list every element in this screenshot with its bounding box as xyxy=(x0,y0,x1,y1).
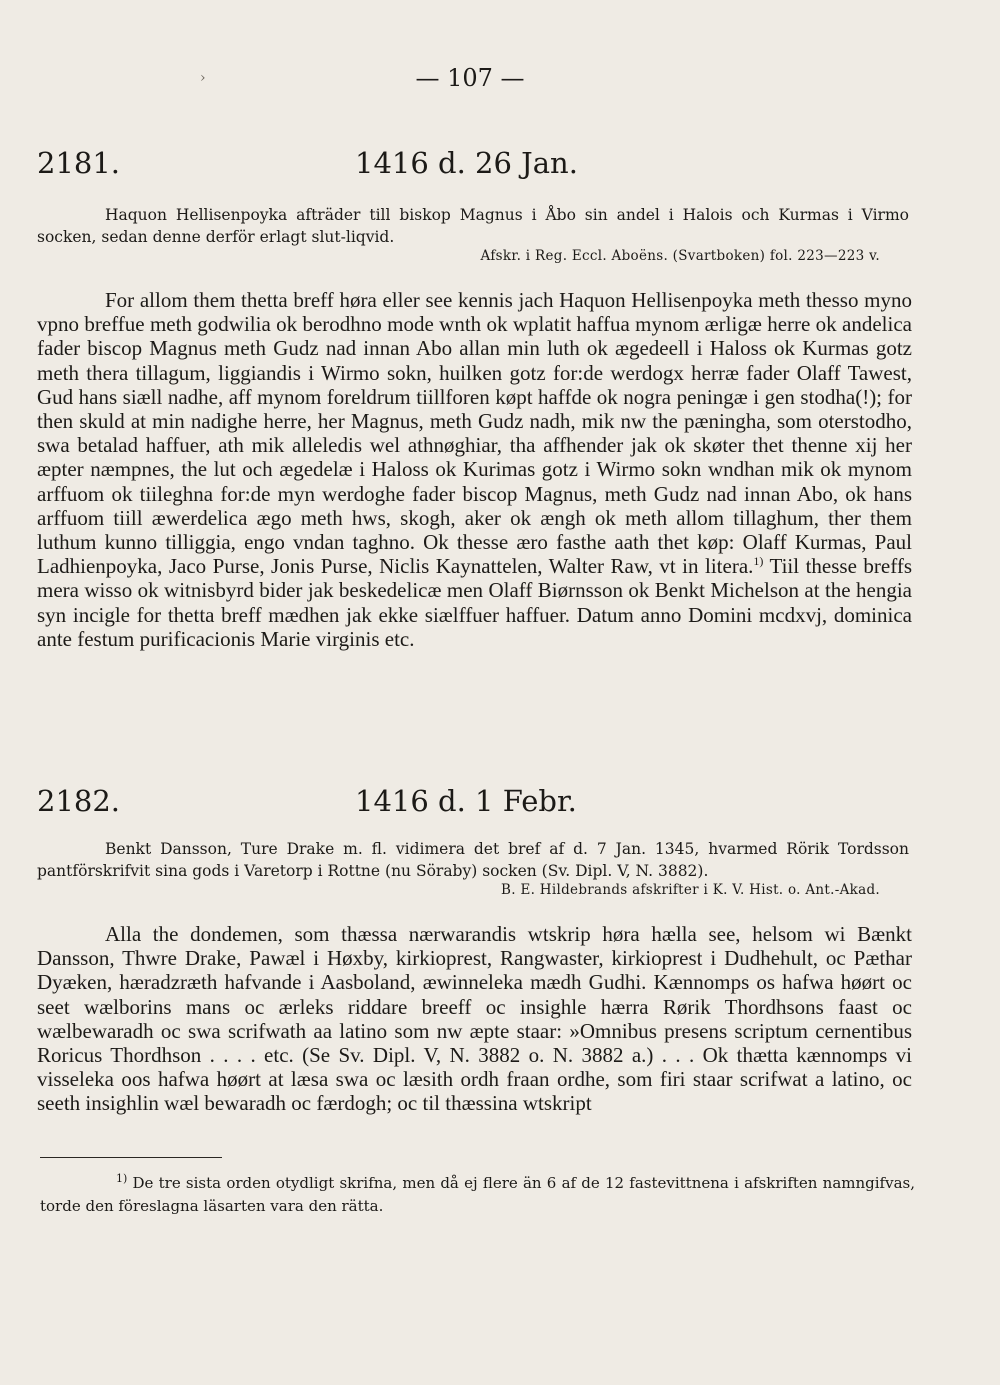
footnote-reference: 1) xyxy=(753,554,764,569)
entry-summary: Benkt Dansson, Ture Drake m. fl. vidimera det bref af d. 7 Jan. 1345, hvarmed Rörik Tordsson pantförskrifvit sina gods i Varetorp i Rottne (nu Söraby) socken (Sv. Dipl. V, N. 3882). xyxy=(37,840,909,880)
entry-text-main: For allom them thetta breff høra eller see kennis jach Haquon Hellisenpoyka meth thesso myno vpno breffue meth godwilia ok berodhno mode wnth ok wplatit haffua mynom ærligæ herre ok andelica fader biscop Magnus meth Gudz nad innan Abo allan min luth ok ægedeell i Haloss ok Kurmas gotz meth thera tillagum, liggiandis i Wirmo sokn, huilken gotz for:de werdogx herræ fader Olaff Tawest, Gud hans siæll nadhe, aff mynom foreldrum tiillforen køpt haffde ok nogra peningæ i gen stodha(!); for then skuld at min nadighe herre, her Magnus, meth Gudz nadh, mik nw the pæningha, som oterstodho, swa betalad haffuer, ath mik alleledis wel athnøghiar, tha affhender jak ok skøter thet thenne xij her æpter næmpnes, the lut och ægedelæ i Haloss ok Kurimas gotz i Wirmo sokn wndhan mik ok mynom arffuom ok tiileghna for:de myn werdoghe fader biscop Magnus, meth Gudz nad innan Abo, ok hans arffuom tiill æwerdelica ægo meth hws, skogh, aker ok ængh ok meth allom tillaghum, ther them luthum kunno tilliggia, engo vndan taghno. Ok thesse æro fasthe aath thet køp: Olaff Kurmas, Paul Ladhienpoyka, Jaco Purse, Jonis Purse, Niclis Kaynattelen, Walter Raw, vt in litera. xyxy=(37,288,912,579)
footnote xyxy=(40,1172,915,1218)
entry-source: B. E. Hildebrands afskrifter i K. V. Hist. o. Ant.-Akad. xyxy=(501,882,880,898)
entry-summary: Haquon Hellisenpoyka afträder till biskop Magnus i Åbo sin andel i Halois och Kurmas i Virmo socken, sedan denne derför erlagt slut-liqvid. xyxy=(37,206,909,246)
footnote-text: De tre sista orden otydligt skrifna, men då ej flere än 6 af de 12 fastevittnena i afskriften namngifvas, torde den föreslagna läsarten vara den rätta. xyxy=(40,1174,915,1215)
entry-number: 2181. xyxy=(37,146,121,180)
footnote-divider xyxy=(40,1157,222,1158)
page-number: — 107 — xyxy=(415,64,525,92)
entry-text xyxy=(37,288,912,651)
entry-number: 2182. xyxy=(37,784,121,818)
footnote-marker: 1) xyxy=(116,1172,128,1185)
entry-source: Afskr. i Reg. Eccl. Aboëns. (Svartboken) fol. 223—223 v. xyxy=(480,248,880,264)
entry-text: Alla the dondemen, som thæssa nærwarandis wtskrip høra hælla see, helsom wi Bænkt Dansson, Thwre Drake, Pawæl i Høxby, kirkioprest, Rangwaster, kirkioprest i Dudhehult, oc Pæthar Dyæken, hæradzræth hafvande i Aasboland, æwinneleka mædh Gudhi. Kænnomps os hafwa høørt oc seet wælborins mans oc ærleks riddare breeff oc insighle hærra Rørik Thordhsons faast oc wælbewaradh oc swa scrifwath aa latino som nw æpte staar: »Omnibus presens scriptum cernentibus Roricus Thordhson . . . . etc. (Se Sv. Dipl. V, N. 3882 o. N. 3882 a.) . . . Ok thætta kænnomps vi visseleka oos hafwa høørt at læsa swa oc læsith ordh fraan ordhe, som firi staar scrifwat a latino, oc seeth insighlin wæl bewaradh oc færdogh; oc til thæssina wtskript xyxy=(37,922,912,1116)
stray-mark: › xyxy=(200,70,206,86)
entry-date: 1416 d. 26 Jan. xyxy=(355,146,578,180)
entry-text-continued: Tiil thesse breffs mera wisso ok witnisbyrd bider jak beskedelicæ men Olaff Biørnsson ok Benkt Michelson at the hengia syn incigle for thetta breff mædhen jak ekke siælffuer haffuer. Datum anno Domini mcdxvj, dominica ante festum purificacionis Marie virginis etc. xyxy=(37,554,912,651)
entry-date: 1416 d. 1 Febr. xyxy=(355,784,577,818)
